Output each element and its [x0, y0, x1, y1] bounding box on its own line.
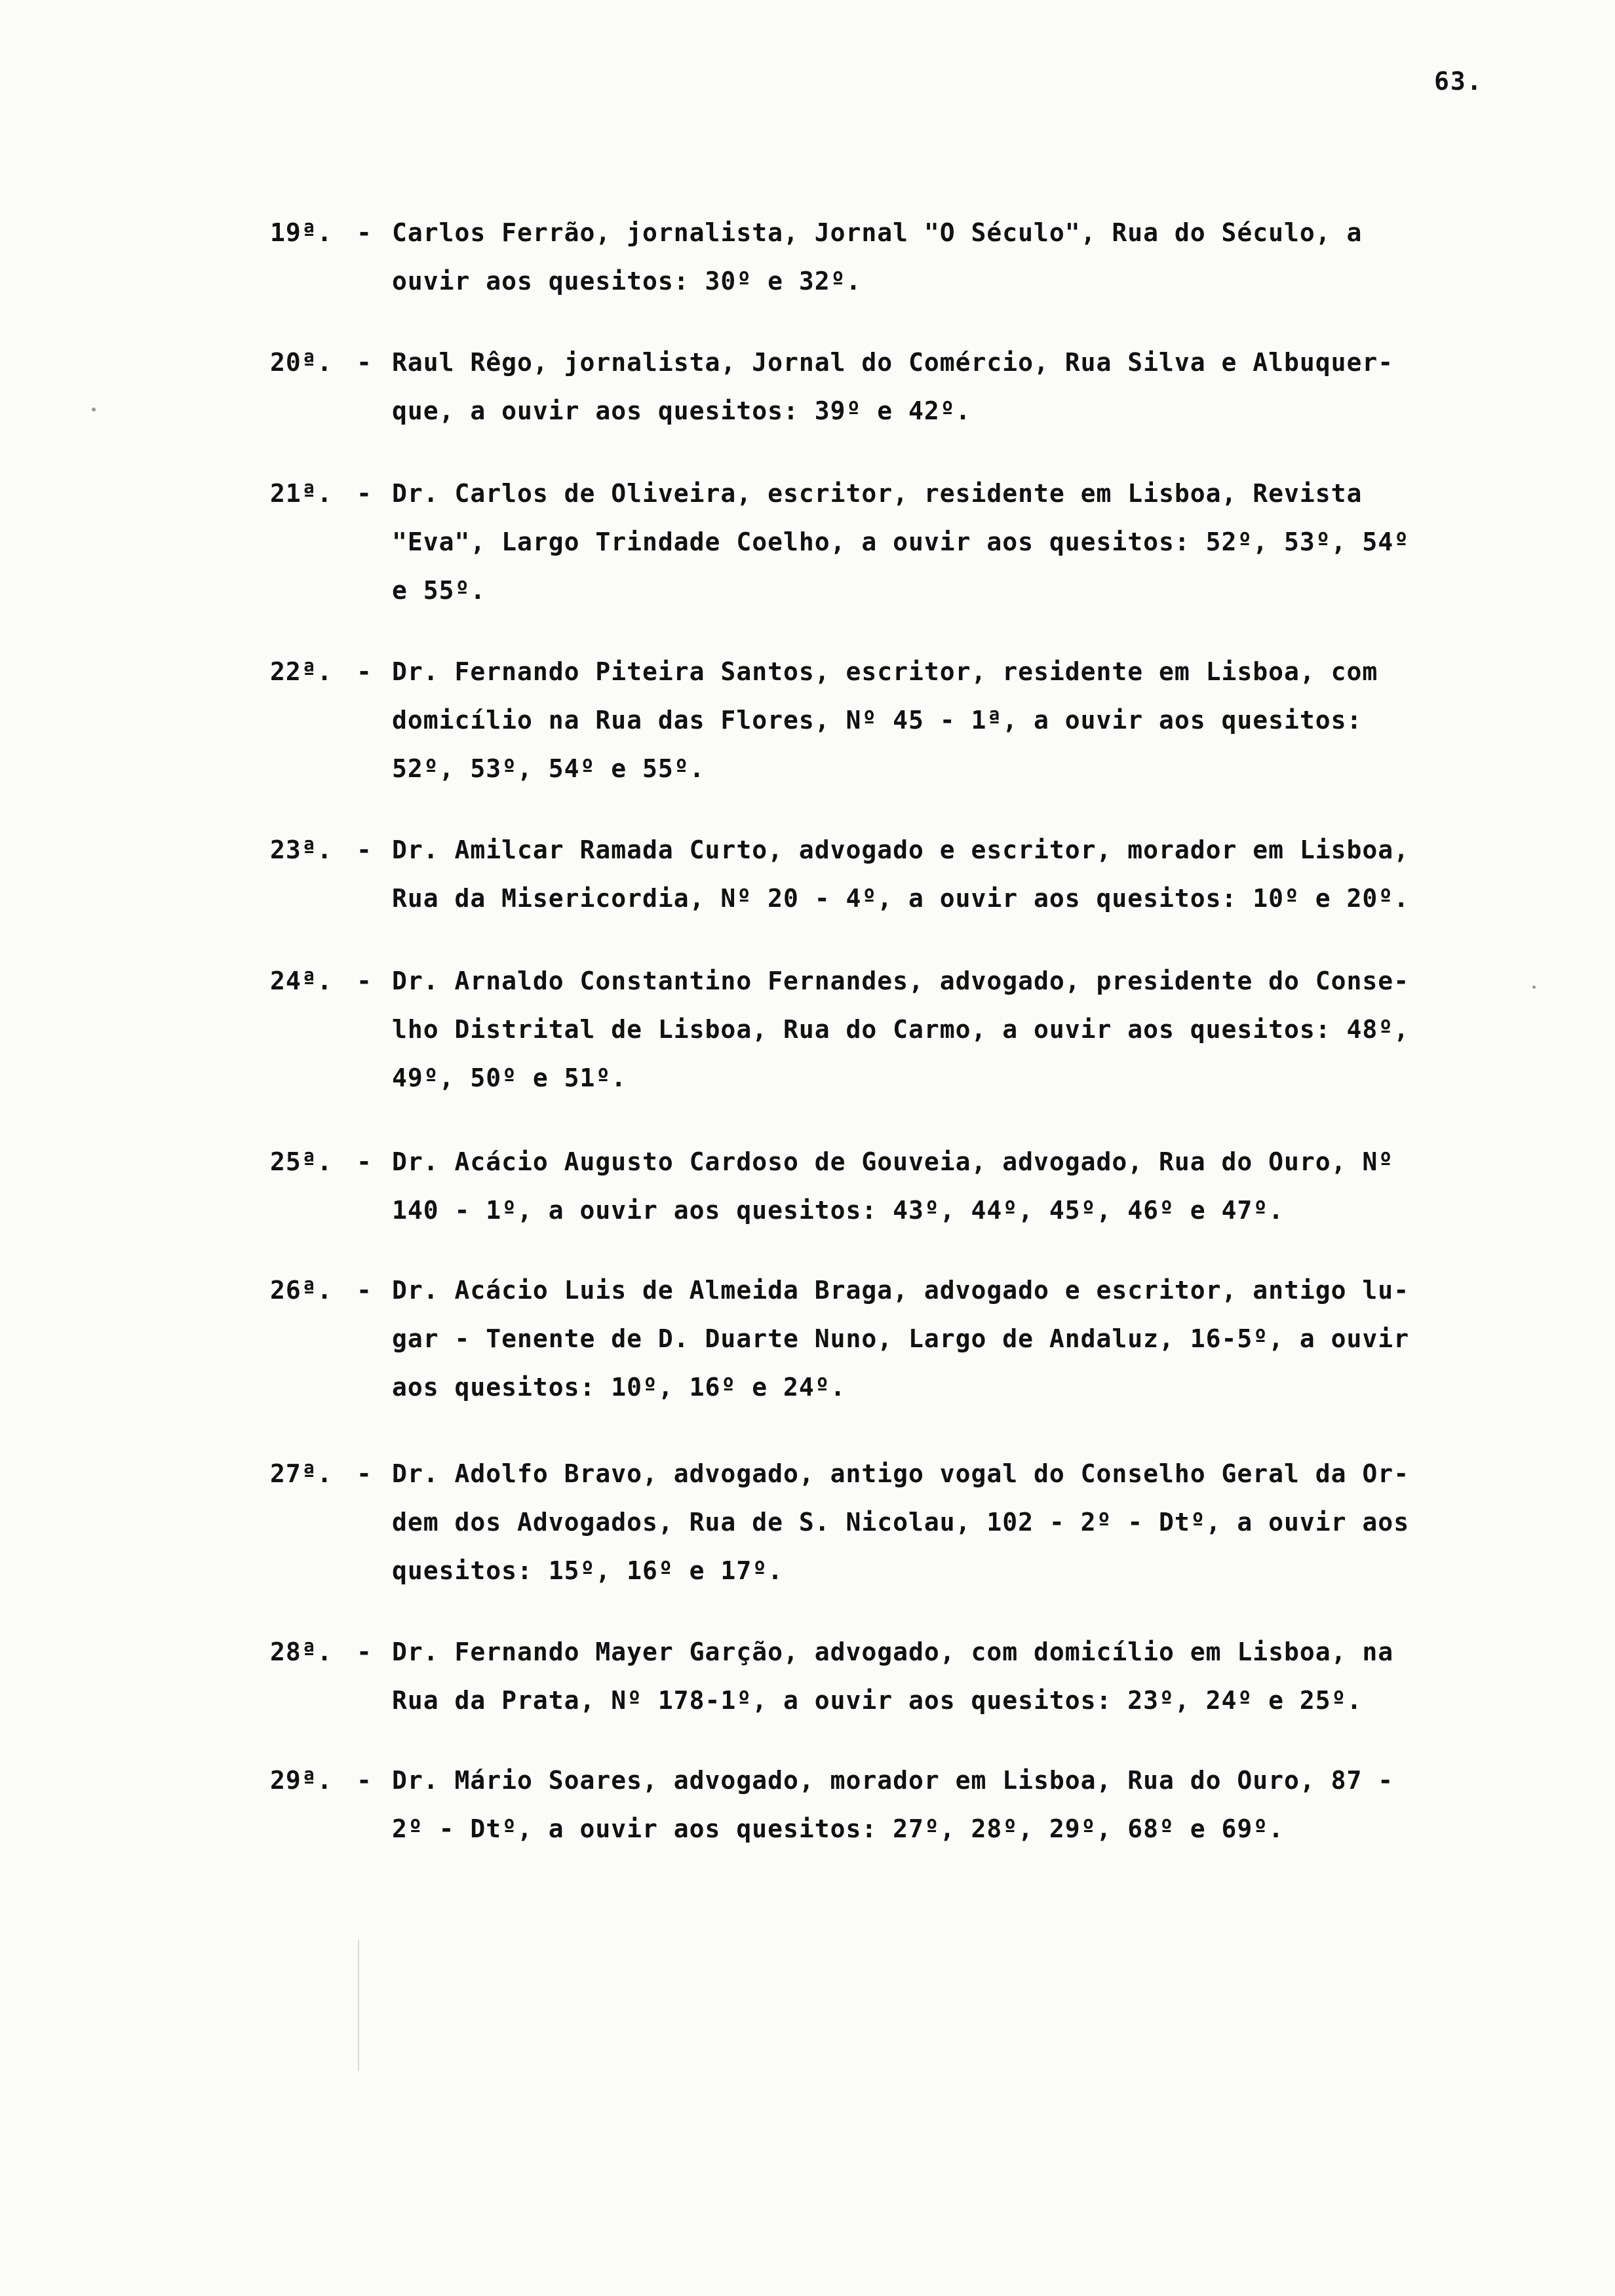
entry-text	[392, 338, 1532, 435]
entry-number: 19ª.	[270, 218, 333, 247]
entry-dash: -	[357, 479, 372, 508]
entry-text	[392, 1138, 1532, 1234]
entry-number: 24ª.	[270, 966, 333, 995]
entry-text	[392, 957, 1532, 1102]
entry-number: 20ª.	[270, 348, 333, 377]
entry-text	[392, 1449, 1532, 1595]
entry-number: 27ª.	[270, 1459, 333, 1488]
entry-text	[392, 469, 1532, 615]
entry-number: 23ª.	[270, 835, 333, 864]
entry-dash: -	[357, 1766, 372, 1795]
entry-line: dem dos Advogados, Rua de S. Nicolau, 102 - 2º - Dtº, a ouvir aos	[392, 1508, 1410, 1537]
entry-line: lho Distrital de Lisboa, Rua do Carmo, a ouvir aos quesitos: 48º,	[392, 1015, 1410, 1044]
entry-line: 140 - 1º, a ouvir aos quesitos: 43º, 44º, 45º, 46º e 47º.	[392, 1196, 1285, 1225]
entry-line: Dr. Arnaldo Constantino Fernandes, advogado, presidente do Conse-	[392, 966, 1410, 995]
entry-line: Dr. Fernando Piteira Santos, escritor, residente em Lisboa, com	[392, 657, 1378, 686]
entry-number: 25ª.	[270, 1147, 333, 1176]
entry-line: Rua da Prata, Nº 178-1º, a ouvir aos quesitos: 23º, 24º e 25º.	[392, 1686, 1363, 1715]
entry-line: quesitos: 15º, 16º e 17º.	[392, 1556, 783, 1585]
entry-line: Dr. Fernando Mayer Garção, advogado, com domicílio em Lisboa, na	[392, 1637, 1394, 1666]
entry-text	[392, 208, 1532, 305]
entry-line: Dr. Carlos de Oliveira, escritor, residente em Lisboa, Revista	[392, 479, 1363, 508]
entry-dash: -	[357, 1147, 372, 1176]
page-number: 63.	[1434, 67, 1483, 96]
entry-line: Dr. Acácio Luis de Almeida Braga, advogado e escritor, antigo lu-	[392, 1276, 1410, 1305]
entry-line: Dr. Acácio Augusto Cardoso de Gouveia, advogado, Rua do Ouro, Nº	[392, 1147, 1394, 1176]
entry-line: 2º - Dtº, a ouvir aos quesitos: 27º, 28º, 29º, 68º e 69º.	[392, 1814, 1285, 1843]
scan-line	[358, 1940, 359, 2071]
entry-text	[392, 647, 1532, 793]
entry-line: Dr. Adolfo Bravo, advogado, antigo vogal do Conselho Geral da Or-	[392, 1459, 1410, 1488]
entry-text	[392, 1756, 1532, 1853]
scan-speck	[92, 408, 96, 411]
entry-line: 52º, 53º, 54º e 55º.	[392, 754, 705, 783]
entry-line: gar - Tenente de D. Duarte Nuno, Largo de Andaluz, 16-5º, a ouvir	[392, 1324, 1410, 1353]
entry-line: Dr. Amilcar Ramada Curto, advogado e escritor, morador em Lisboa,	[392, 835, 1410, 864]
entry-dash: -	[357, 657, 372, 686]
entry-line: aos quesitos: 10º, 16º e 24º.	[392, 1373, 846, 1402]
entry-line: Dr. Mário Soares, advogado, morador em Lisboa, Rua do Ouro, 87 -	[392, 1766, 1394, 1795]
entry-dash: -	[357, 1637, 372, 1666]
entry-dash: -	[357, 218, 372, 247]
scan-speck	[1532, 985, 1536, 989]
entry-number: 29ª.	[270, 1766, 333, 1795]
entry-dash: -	[357, 966, 372, 995]
entry-line: e 55º.	[392, 576, 486, 605]
entry-text	[392, 1628, 1532, 1725]
entry-number: 21ª.	[270, 479, 333, 508]
entry-line: "Eva", Largo Trindade Coelho, a ouvir aos quesitos: 52º, 53º, 54º	[392, 527, 1410, 556]
entry-text	[392, 826, 1532, 923]
entry-dash: -	[357, 348, 372, 377]
entry-line: ouvir aos quesitos: 30º e 32º.	[392, 267, 862, 296]
entry-number: 22ª.	[270, 657, 333, 686]
entry-text	[392, 1266, 1532, 1411]
entry-line: Rua da Misericordia, Nº 20 - 4º, a ouvir aos quesitos: 10º e 20º.	[392, 884, 1410, 913]
entry-dash: -	[357, 835, 372, 864]
entry-line: 49º, 50º e 51º.	[392, 1063, 627, 1092]
entry-line: domicílio na Rua das Flores, Nº 45 - 1ª, a ouvir aos quesitos:	[392, 706, 1363, 735]
entry-line: que, a ouvir aos quesitos: 39º e 42º.	[392, 396, 971, 425]
entry-number: 26ª.	[270, 1276, 333, 1305]
entry-line: Carlos Ferrão, jornalista, Jornal "O Século", Rua do Século, a	[392, 218, 1363, 247]
entry-dash: -	[357, 1276, 372, 1305]
entry-dash: -	[357, 1459, 372, 1488]
entry-line: Raul Rêgo, jornalista, Jornal do Comércio, Rua Silva e Albuquer-	[392, 348, 1394, 377]
entry-number: 28ª.	[270, 1637, 333, 1666]
